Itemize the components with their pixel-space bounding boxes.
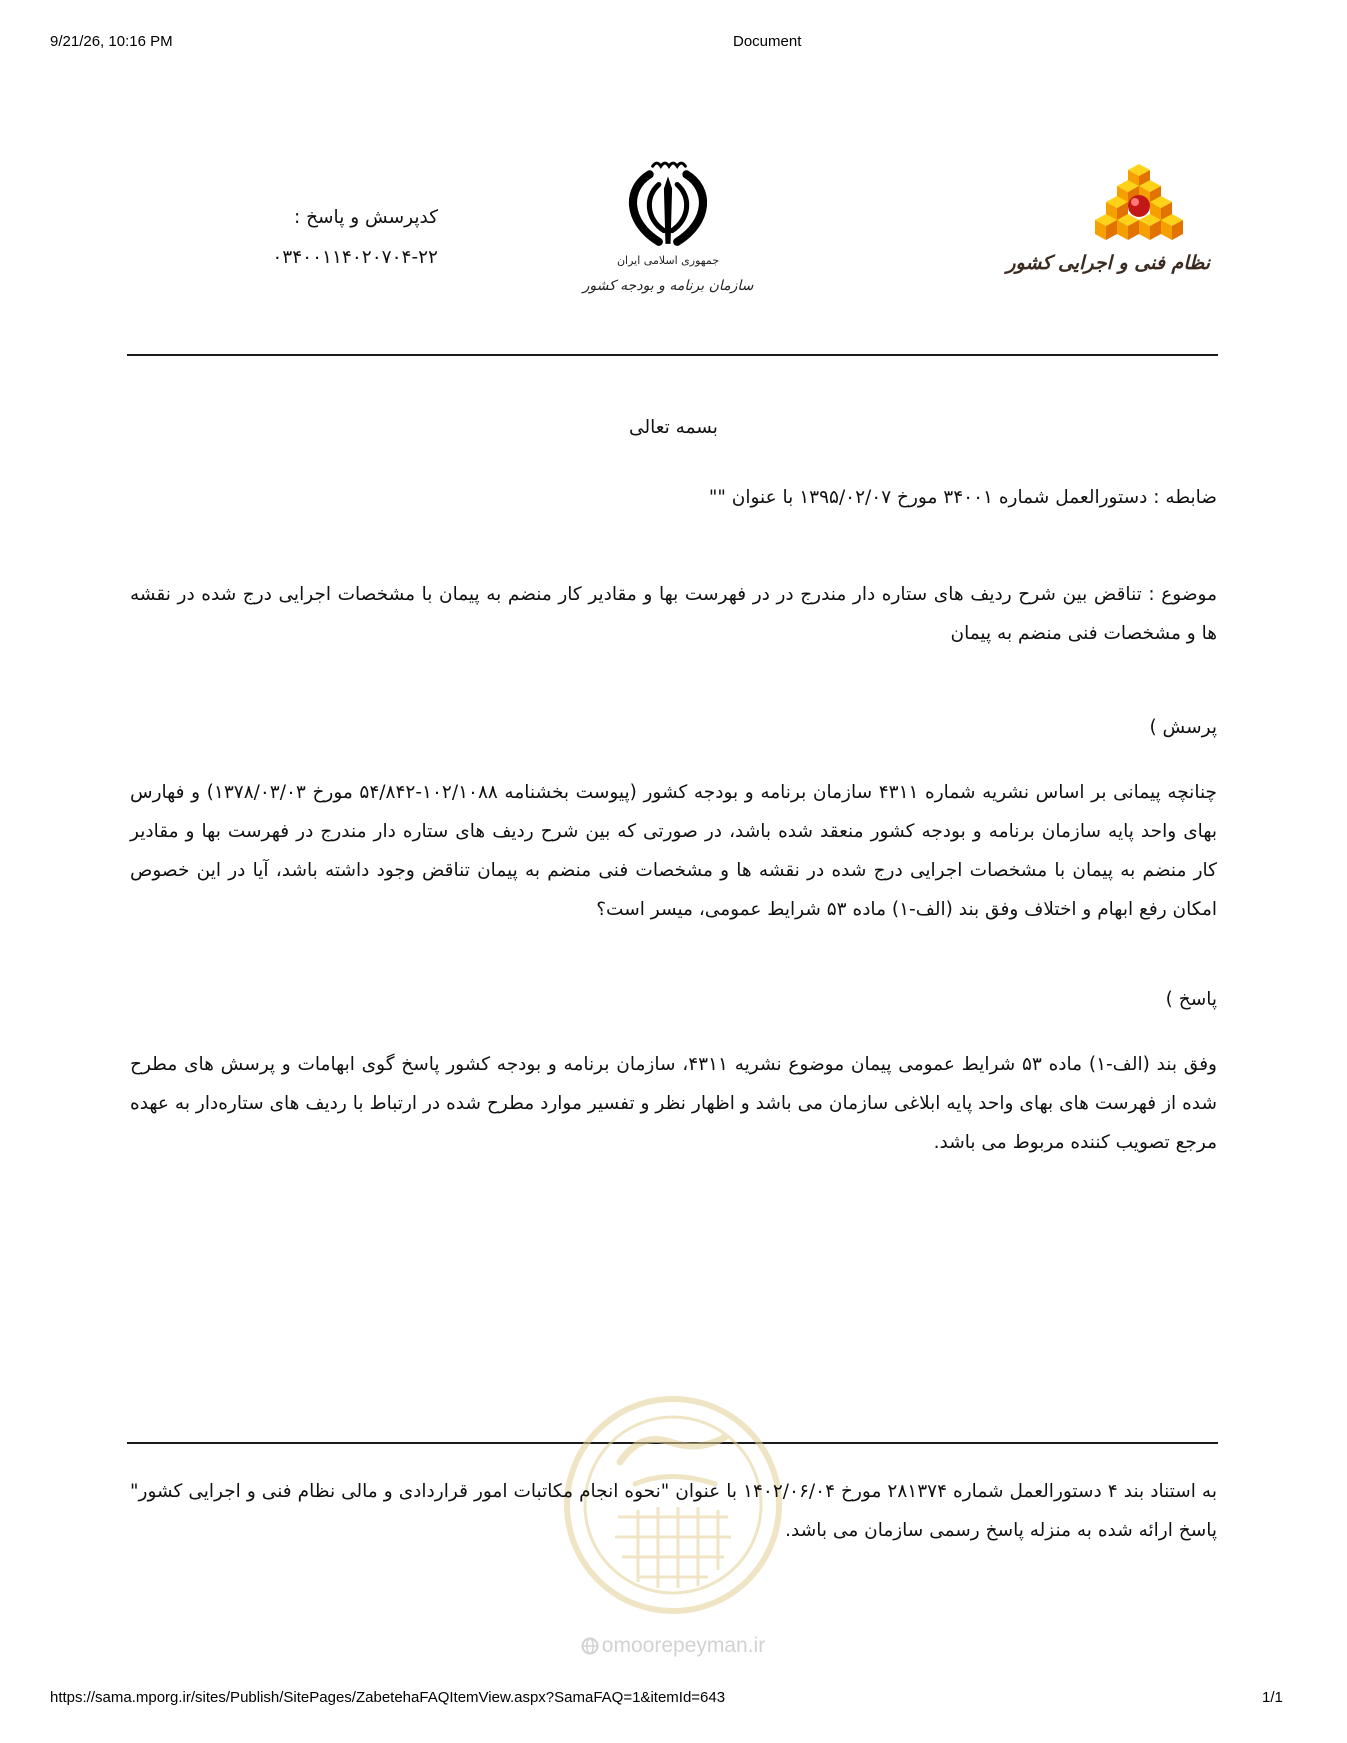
question-heading: پرسش ) [1149, 717, 1217, 738]
print-page-number: 1/1 [1262, 1689, 1283, 1706]
iran-emblem-icon [620, 158, 716, 250]
question-paragraph: چنانچه پیمانی بر اساس نشریه شماره ۴۳۱۱ سازمان برنامه و بودجه کشور (پیوست بخشنامه ۱۰۲/۱۰۸۸-۵۴/۸۴۲ مورخ ۱۳۷۸/۰۳/۰۳) و فهارس بهای واحد پایه سازمان برنامه و بودجه کشور منعقد شده باشد، در صورتی که بین شرح ردیف های ستاره دار مندرج در فهرست بها و مقادیر کار منضم به پیمان با مشخصات اجرایی درج شده در نقشه ها و مشخصات فنی منضم به پیمان تناقض وجود داشته باشد، آیا در این خصوص امکان رفع ابهام و اختلاف وفق بند (الف-۱) ماده ۵۳ شرایط عمومی، میسر است؟ [130, 782, 1217, 920]
organization-logo [1000, 160, 1210, 300]
answer-heading: پاسخ ) [1165, 989, 1217, 1010]
official-response-note: به استناد بند ۴ دستورالعمل شماره ۲۸۱۳۷۴ مورخ ۱۴۰۲/۰۶/۰۴ با عنوان "نحوه انجام مکاتبات امور قراردادی و مالی نظام فنی و اجرایی کشور" پاسخ ارائه شده به منزله پاسخ رسمی سازمان می باشد. [130, 1481, 1217, 1541]
organization-logo-name: نظام فنی و اجرایی کشور [1006, 252, 1210, 274]
qa-code-value: ۰۳۴۰۰۱۱۴۰۲۰۷۰۴-۲۲ [272, 247, 438, 268]
document-body [130, 408, 1217, 1162]
print-page-title: Document [733, 33, 802, 50]
print-url: https://sama.mporg.ir/sites/Publish/SitePages/ZabetehaFAQItemView.aspx?SamaFAQ=1&itemId=643 [50, 1689, 726, 1706]
subject-paragraph: موضوع : تناقض بین شرح ردیف های ستاره دار مندرج در در فهرست بها و مقادیر کار منضم به پیمان با مشخصات اجرایی درج شده در نقشه ها و مشخصات فنی منضم به پیمان [130, 584, 1217, 644]
header-divider [127, 354, 1218, 356]
globe-icon [581, 1637, 599, 1655]
answer-paragraph: وفق بند (الف-۱) ماده ۵۳ شرایط عمومی پیمان موضوع نشریه ۴۳۱۱، سازمان برنامه و بودجه کشور پاسخ گوی ابهامات و پرسش های مطرح شده از فهرست های بهای واحد پایه ابلاغی سازمان می باشد و اظهار نظر و تفسیر موارد مطرح شده در ارتباط با ردیف های ستاره‌دار به عهده مرجع تصویب کننده مربوط می باشد. [130, 1054, 1217, 1153]
watermark-site [540, 1632, 806, 1660]
watermark-site-text: omoorepeyman.ir [601, 1634, 766, 1657]
qa-code-block [200, 203, 438, 273]
print-datetime: 9/21/26, 10:16 PM [50, 33, 173, 50]
bismillah-heading: بسمه تعالی [629, 417, 718, 438]
emblem-caption-organization: سازمان برنامه و بودجه کشور [582, 278, 754, 294]
red-sphere-icon [1128, 195, 1150, 217]
regulation-line: ضابطه : دستورالعمل شماره ۳۴۰۰۱ مورخ ۱۳۹۵/۰۲/۰۷ با عنوان "" [708, 487, 1217, 508]
cubes-triangle-logo-icon [1095, 164, 1183, 242]
qa-code-label: کدپرسش و پاسخ : [294, 207, 438, 228]
emblem-caption-country: جمهوری اسلامی ایران [616, 254, 720, 267]
